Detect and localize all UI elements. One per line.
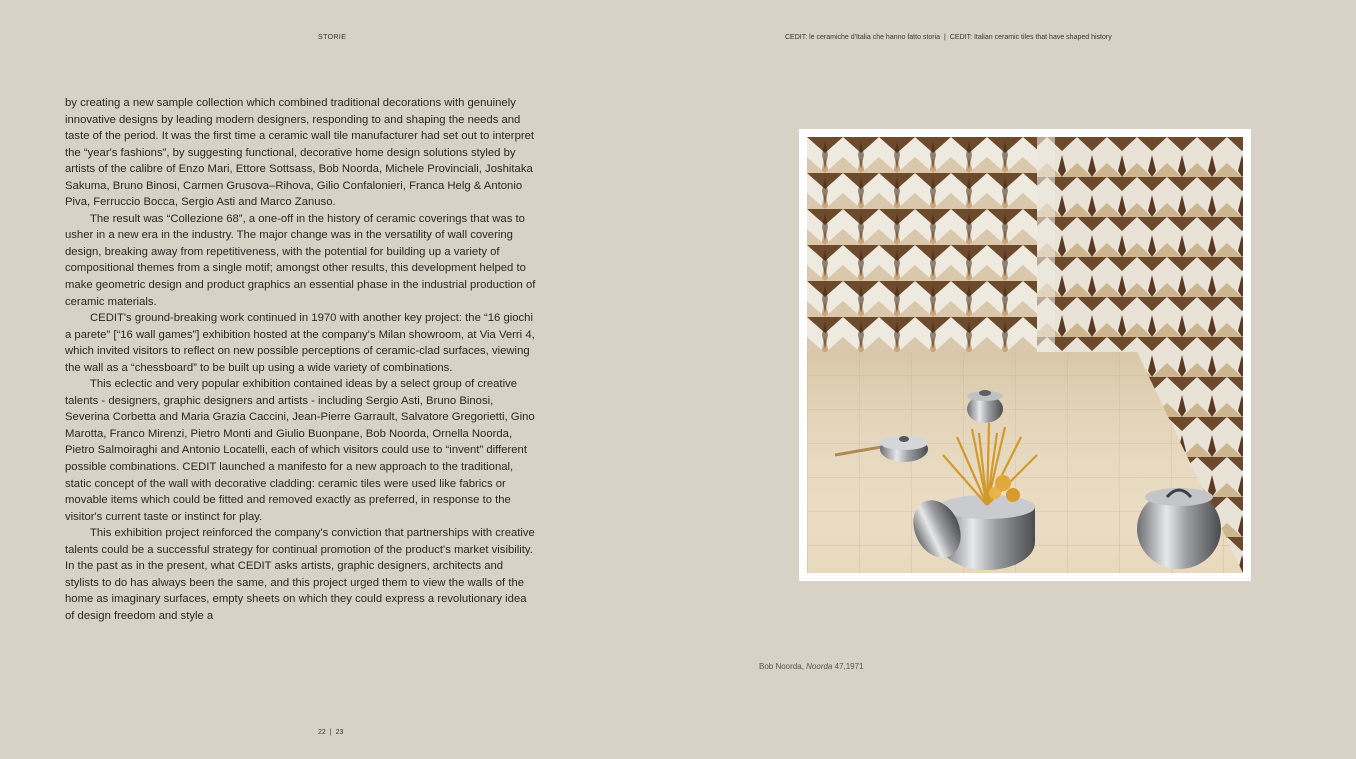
article-paragraph-4: This eclectic and very popular exhibition contained ideas by a select group of creative talents - designers, graphic designers and artists - including Sergio Asti, Bruno Binosi, Severina Corbetta and Maria Grazia Caccini, Jean-Pierre Garrault, Salvatore Gregorietti, Gino Marotta, Franco Mirenzi, Pietro Monti and Giulio Buonpane, Bob Noorda, Ornella Noorda, Pietro Salmoiraghi and Antonio Locatelli, each of which visitors could use to “invent” different possible combinations. CEDIT launched a manifesto for a new approach to the traditional, static concept of the wall with decorative cladding: ceramic tiles were used like fabrics or movable items which could be fitted and removed exactly as preferred, in response to the visitor's current taste or instinct for play. (65, 378, 535, 523)
caption-author: Bob Noorda, (759, 662, 807, 671)
caption-title: Noorda (806, 662, 833, 671)
page-numbers (318, 729, 343, 736)
caption-detail: 47,1971 (832, 662, 864, 671)
page-number-right: 23 (335, 729, 344, 736)
tiled-room-photo (807, 137, 1243, 573)
running-head-title-italian: CEDIT: le ceramiche d'Italia che hanno fatto storia (785, 34, 941, 41)
running-head-separator: | (944, 34, 946, 41)
photo-caption (759, 662, 864, 671)
running-head-title (785, 34, 1112, 41)
photo-frame (799, 129, 1251, 581)
page-number-separator: | (329, 729, 332, 736)
article-paragraph-2: The result was “Collezione 68”, a one-off in the history of ceramic coverings that was to usher in a new era in the industry. The major change was in the versatility of wall covering design, breaking away from repetitiveness, with the potential for building up a variety of compositional themes from a single motif; amongst other results, this development helped to make geometric design and product graphics an essential phase in the industrial production of ceramic materials. (65, 212, 536, 308)
article-paragraph-1: by creating a new sample collection which combined traditional decorations with genuinely innovative designs by leading modern designers, responding to and shaping the needs and taste of the period. It was the first time a ceramic wall tile manufacturer had set out to interpret the “year's fashions”, by suggesting functional, decorative home design solutions styled by artists of the calibre of Enzo Mari, Ettore Sottsass, Bob Noorda, Michele Provinciali, Joshitaka Sakuma, Bruno Binosi, Carmen Grusova–Rihova, Gilio Confalonieri, Franca Helg & Antonio Piva, Ferruccio Bocca, Sergio Asti and Marco Zanuso. (65, 97, 535, 209)
running-head-section: STORIE (318, 34, 347, 41)
page-number-left: 22 (318, 729, 326, 736)
running-head-title-english: CEDIT: Italian ceramic tiles that have shaped history (949, 34, 1112, 41)
article-paragraph-3: CEDIT's ground-breaking work continued in 1970 with another key project: the “16 giochi a parete” [“16 wall games”] exhibition hosted at the company's Milan showroom, at Via Verri 4, which invited visitors to reflect on new possible perceptions of ceramic-clad surfaces, viewing the wall as a “chessboard” to be built up using a wide variety of combinations. (65, 312, 535, 374)
article-paragraph-5: This exhibition project reinforced the company's conviction that partnerships with creative talents could be a successful strategy for continual promotion of the product's market visibility. In the past as in the present, what CEDIT asks artists, graphic designers, architects and stylists to do has always been the same, and this project urged them to view the walls of the home as imaginary surfaces, empty sheets on which they could express a revolutionary idea of design freedom and style a (65, 527, 535, 622)
article-body (65, 95, 537, 625)
